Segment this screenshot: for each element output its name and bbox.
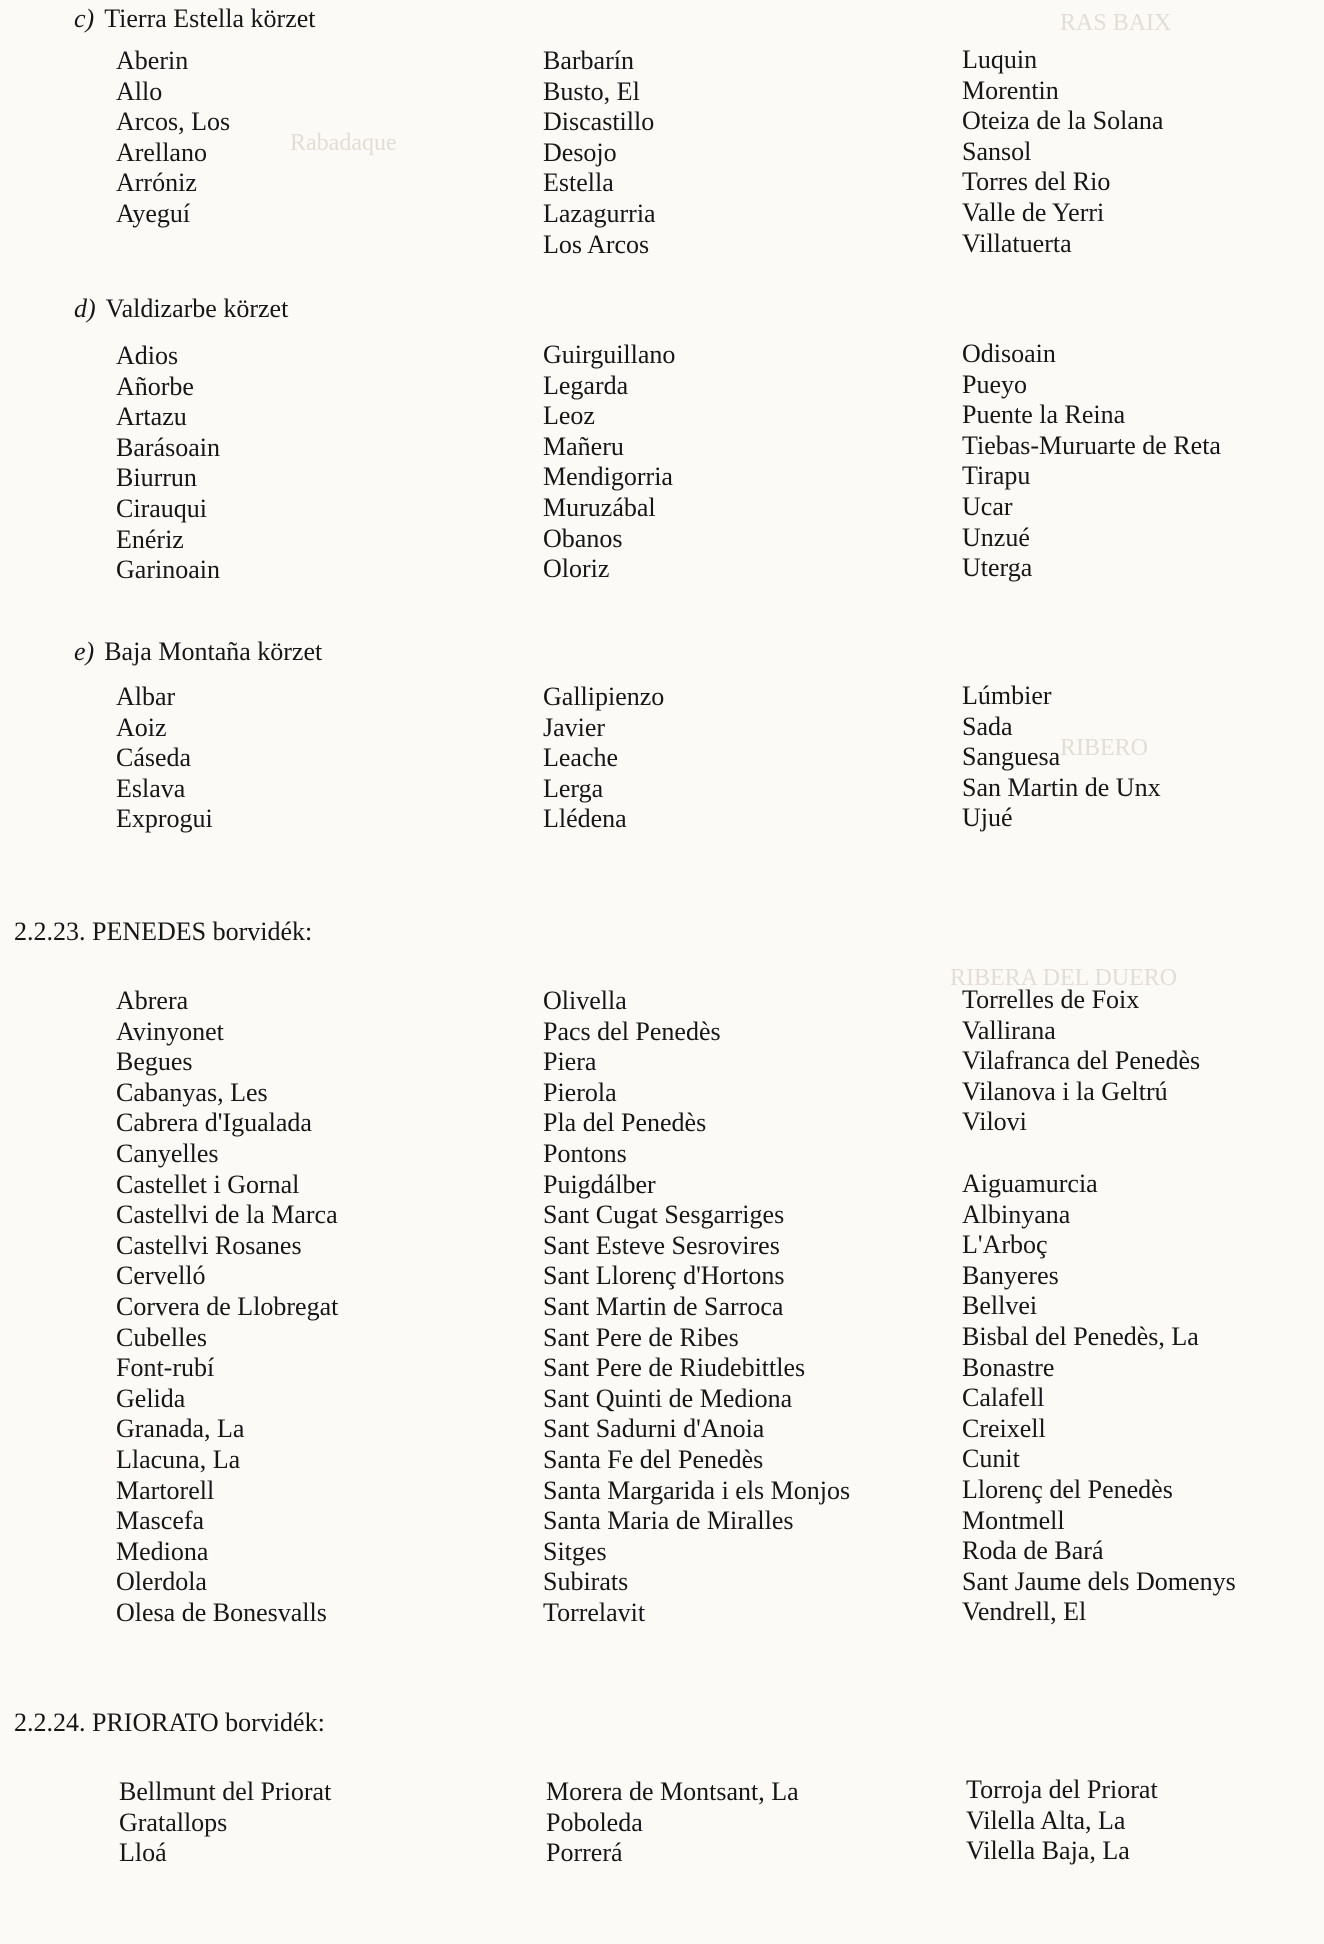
section-letter: d) (74, 294, 96, 323)
list-item: Obanos (543, 523, 623, 553)
list-item: Abrera (116, 986, 189, 1015)
list-column-e-3 (962, 681, 1161, 834)
list-item: Santa Margarida i els Monjos (543, 1475, 851, 1505)
list-item: Vilanova i la Geltrú (962, 1076, 1168, 1106)
list-item: Gratallops (119, 1807, 228, 1837)
list-item: Cubelles (116, 1322, 207, 1352)
list-item: Banyeres (962, 1260, 1059, 1290)
list-item: Pierola (543, 1077, 617, 1107)
list-item: Leoz (543, 401, 595, 431)
list-item: Corvera de Llobregat (116, 1291, 339, 1321)
list-item: Bellmunt del Priorat (119, 1777, 332, 1806)
list-item: Cabrera d'Igualada (116, 1108, 312, 1138)
list-item: Castellvi Rosanes (116, 1230, 302, 1260)
section-title: Baja Montaña körzet (104, 637, 323, 666)
list-item: Oloriz (543, 554, 610, 584)
list-item: Mendigorria (543, 462, 673, 492)
section-title: Tierra Estella körzet (104, 4, 316, 33)
list-item: Mascefa (116, 1506, 205, 1536)
list-item: Torroja del Priorat (966, 1775, 1158, 1804)
list-item: Llédena (543, 804, 627, 834)
list-item: Aiguamurcia (962, 1169, 1098, 1198)
list-item: Vendrell, El (962, 1597, 1087, 1627)
list-item: Ujué (962, 803, 1013, 833)
list-item: Oteiza de la Solana (962, 106, 1164, 136)
list-item: Canyelles (116, 1138, 219, 1168)
list-item: Javier (543, 712, 606, 742)
list-item: Vallirana (962, 1015, 1056, 1045)
section-letter: e) (74, 637, 95, 666)
list-item: Sant Sadurni d'Anoia (543, 1414, 765, 1444)
list-column-c-3 (962, 45, 1163, 259)
list-item: Unzué (962, 522, 1030, 552)
list-item: Desojo (543, 137, 617, 167)
region-heading-penedes: 2.2.23. PENEDES borvidék: (14, 917, 313, 946)
list-item: Cunit (962, 1444, 1020, 1474)
list-item: Adios (116, 341, 179, 370)
list-item: Barásoain (116, 432, 220, 462)
region-heading-priorato: 2.2.24. PRIORATO borvidék: (14, 1708, 325, 1737)
list-item: Granada, La (116, 1414, 245, 1444)
list-item: Pacs del Penedès (543, 1016, 721, 1046)
list-item: Calafell (962, 1383, 1045, 1413)
list-item: Vilovi (962, 1107, 1027, 1137)
list-item: Gallipienzo (543, 682, 665, 711)
list-item: Exprogui (116, 804, 213, 834)
list-item: Albar (116, 682, 176, 711)
list-item: Cabanyas, Les (116, 1077, 268, 1107)
list-column-penedes-3b (962, 1169, 1236, 1628)
list-column-c-1 (116, 46, 230, 230)
list-item: Garinoain (116, 555, 220, 585)
list-column-penedes-3a (962, 985, 1200, 1138)
list-item: Leache (543, 743, 619, 773)
list-item: Poboleda (546, 1807, 643, 1837)
list-item: Sant Quinti de Mediona (543, 1383, 793, 1413)
list-item: Sada (962, 711, 1013, 741)
list-item: Piera (543, 1047, 597, 1077)
list-item: Barbarín (543, 46, 634, 75)
list-item: Lúmbier (962, 681, 1052, 710)
list-column-d-2 (543, 340, 675, 585)
list-item: Biurrun (116, 463, 197, 493)
list-item: Gelida (116, 1383, 186, 1413)
list-item: Eslava (116, 773, 186, 803)
list-item: Cervelló (116, 1261, 206, 1291)
list-item: Luquin (962, 45, 1038, 74)
list-item: Los Arcos (543, 229, 650, 259)
list-item: Martorell (116, 1475, 215, 1505)
list-column-penedes-1 (116, 986, 338, 1628)
list-column-priorato-1 (119, 1777, 331, 1869)
list-item: Cáseda (116, 743, 192, 773)
list-item: Odisoain (962, 339, 1056, 368)
list-item: Pueyo (962, 369, 1027, 399)
list-item: Aberin (116, 46, 189, 75)
list-item: Guirguillano (543, 340, 676, 369)
list-item: Castellvi de la Marca (116, 1200, 338, 1230)
list-item: Uterga (962, 553, 1033, 583)
list-item: Creixell (962, 1413, 1046, 1443)
list-item: Muruzábal (543, 492, 656, 522)
list-item: Sant Pere de Riudebittles (543, 1353, 806, 1383)
list-item: Sanguesa (962, 742, 1061, 772)
list-item: Pontons (543, 1138, 627, 1168)
list-item: Sant Jaume dels Domenys (962, 1566, 1236, 1596)
list-item: Torrelles de Foix (962, 985, 1140, 1014)
list-item: Bellvei (962, 1291, 1038, 1321)
list-item: Montmell (962, 1505, 1065, 1535)
list-item: Puente la Reina (962, 400, 1126, 430)
list-item: San Martin de Unx (962, 772, 1161, 802)
list-item: Bonastre (962, 1352, 1055, 1382)
list-item: Torrelavit (543, 1597, 646, 1627)
list-item: Villatuerta (962, 228, 1072, 258)
list-column-d-1 (116, 341, 220, 586)
list-item: Sitges (543, 1536, 607, 1566)
list-column-penedes-2 (543, 986, 850, 1628)
list-column-e-2 (543, 682, 664, 835)
list-item: Discastillo (543, 107, 655, 137)
section-heading-d (74, 294, 288, 324)
list-item: Arellano (116, 137, 207, 167)
list-column-priorato-2 (546, 1777, 799, 1869)
section-letter: c) (74, 4, 95, 33)
list-item: Castellet i Gornal (116, 1169, 300, 1199)
list-item: Valle de Yerri (962, 197, 1105, 227)
list-item: Sant Llorenç d'Hortons (543, 1261, 785, 1291)
list-item: Porrerá (546, 1838, 623, 1868)
list-item: Morera de Montsant, La (546, 1777, 799, 1806)
list-item: Olesa de Bonesvalls (116, 1597, 327, 1627)
list-item: Font-rubí (116, 1353, 215, 1383)
list-item: Allo (116, 76, 163, 106)
section-heading-e (74, 637, 322, 667)
list-item: Subirats (543, 1567, 629, 1597)
list-item: L'Arboç (962, 1230, 1048, 1260)
list-item: Santa Maria de Miralles (543, 1506, 794, 1536)
list-item: Mediona (116, 1536, 209, 1566)
list-item: Busto, El (543, 76, 640, 106)
list-item: Llacuna, La (116, 1444, 241, 1474)
list-item: Bisbal del Penedès, La (962, 1321, 1199, 1351)
list-item: Tiebas-Muruarte de Reta (962, 430, 1221, 460)
list-item: Mañeru (543, 431, 624, 461)
list-item: Puigdálber (543, 1169, 656, 1199)
list-item: Lazagurria (543, 198, 656, 228)
list-item: Begues (116, 1047, 193, 1077)
list-column-c-2 (543, 46, 656, 260)
list-item: Vilella Baja, La (966, 1836, 1130, 1866)
list-item: Sant Martin de Sarroca (543, 1291, 784, 1321)
list-item: Vilafranca del Penedès (962, 1046, 1201, 1076)
section-heading-c (74, 4, 316, 34)
list-item: Arcos, Los (116, 107, 231, 137)
list-item: Lloá (119, 1838, 167, 1868)
list-item: Roda de Bará (962, 1536, 1104, 1566)
list-item: Morentin (962, 75, 1059, 105)
list-item: Avinyonet (116, 1016, 224, 1046)
list-item: Sansol (962, 136, 1032, 166)
list-item: Vilella Alta, La (966, 1805, 1126, 1835)
list-item: Sant Esteve Sesrovires (543, 1230, 780, 1260)
list-item: Cirauqui (116, 493, 207, 523)
list-item: Añorbe (116, 371, 194, 401)
list-item: Pla del Penedès (543, 1108, 707, 1138)
list-item: Albinyana (962, 1199, 1071, 1229)
list-item: Arróniz (116, 168, 197, 198)
list-item: Torres del Rio (962, 167, 1111, 197)
list-item: Llorenç del Penedès (962, 1474, 1173, 1504)
list-item: Aoiz (116, 712, 167, 742)
list-column-d-3 (962, 339, 1221, 584)
list-item: Enériz (116, 524, 184, 554)
list-item: Legarda (543, 370, 629, 400)
list-column-priorato-3 (966, 1775, 1158, 1867)
list-item: Tirapu (962, 461, 1031, 491)
list-item: Estella (543, 168, 614, 198)
list-item: Ayeguí (116, 198, 191, 228)
list-column-e-1 (116, 682, 213, 835)
list-item: Santa Fe del Penedès (543, 1444, 764, 1474)
list-item: Sant Cugat Sesgarriges (543, 1200, 785, 1230)
list-item: Sant Pere de Ribes (543, 1322, 739, 1352)
list-item: Ucar (962, 491, 1013, 521)
document-page: RAS BAIX Rabadaque RIBERO RIBERA DEL DUERO c) Tierra Estella körzet Aberin Allo Arcos, Los Arellano Arróniz Ayeguí Barbarín Busto, El Discastillo Desojo Estella Lazagurria Los Arcos Luquin Morentin Oteiza de la Solana Sansol Torres del Rio Valle de Yerri Villatuerta d) Valdizarbe körzet Adios Añorbe Artazu Barásoain Biurrun Cirauqui Enériz Garinoain Guirguillano Legarda Leoz Mañeru Mendigorria Muruzábal Obanos Oloriz Odisoain Pueyo Puente la Reina Tiebas-Muruarte de Reta Tirapu Ucar Unzué Uterga e) Baja Montaña körzet Albar Aoiz Cáseda Eslava Exprogui Gallipienzo Javier Leache Lerga Llédena Lúmbier Sada Sanguesa San Martin de Unx Ujué 2.2.23. PENEDES borvidék: Abrera Avinyonet Begues Cabanyas, Les Cabrera d'Igualada Canyelles Castellet i Gornal Castellvi de la Marca Castellvi Rosanes Cervelló Corvera de Llobregat Cubelles Font-rubí Gelida Granada, La Llacuna, La Martorell Mascefa Mediona Olerdola Olesa de Bonesvalls Olivella Pacs del Penedès Piera Pierola Pla del Penedès Pontons Puigdálber Sant Cugat Sesgarriges Sant Esteve Sesrovires Sant Llorenç d'Hortons Sant Martin de Sarroca Sant Pere de Ribes Sant Pere de Riudebittles Sant Quinti de Mediona Sant Sadurni d'Anoia Santa Fe del Penedès Santa Margarida i els Monjos Santa Maria de Miralles Sitges Subirats Torrelavit Torrelles de Foix Vallirana Vilafranca del Penedès Vilanova i la Geltrú Vilovi Aiguamurcia Albinyana L'Arboç Banyeres Bellvei Bisbal del Penedès, La Bonastre Calafell Creixell Cunit Llorenç del Penedès Montmell Roda de Bará Sant Jaume dels Domenys Vendrell, El 2.2.24. PRIORATO borvidék: Bellmunt del Priorat Gratallops Lloá Morera de Montsant, La Poboleda Porrerá Torroja del Priorat Vilella Alta, La Vilella Baja, La (14, 4, 1236, 1868)
list-item: Lerga (543, 773, 604, 803)
list-item: Olivella (543, 986, 627, 1015)
list-item: Olerdola (116, 1567, 207, 1597)
list-item: Artazu (116, 402, 187, 432)
section-title: Valdizarbe körzet (105, 294, 289, 323)
